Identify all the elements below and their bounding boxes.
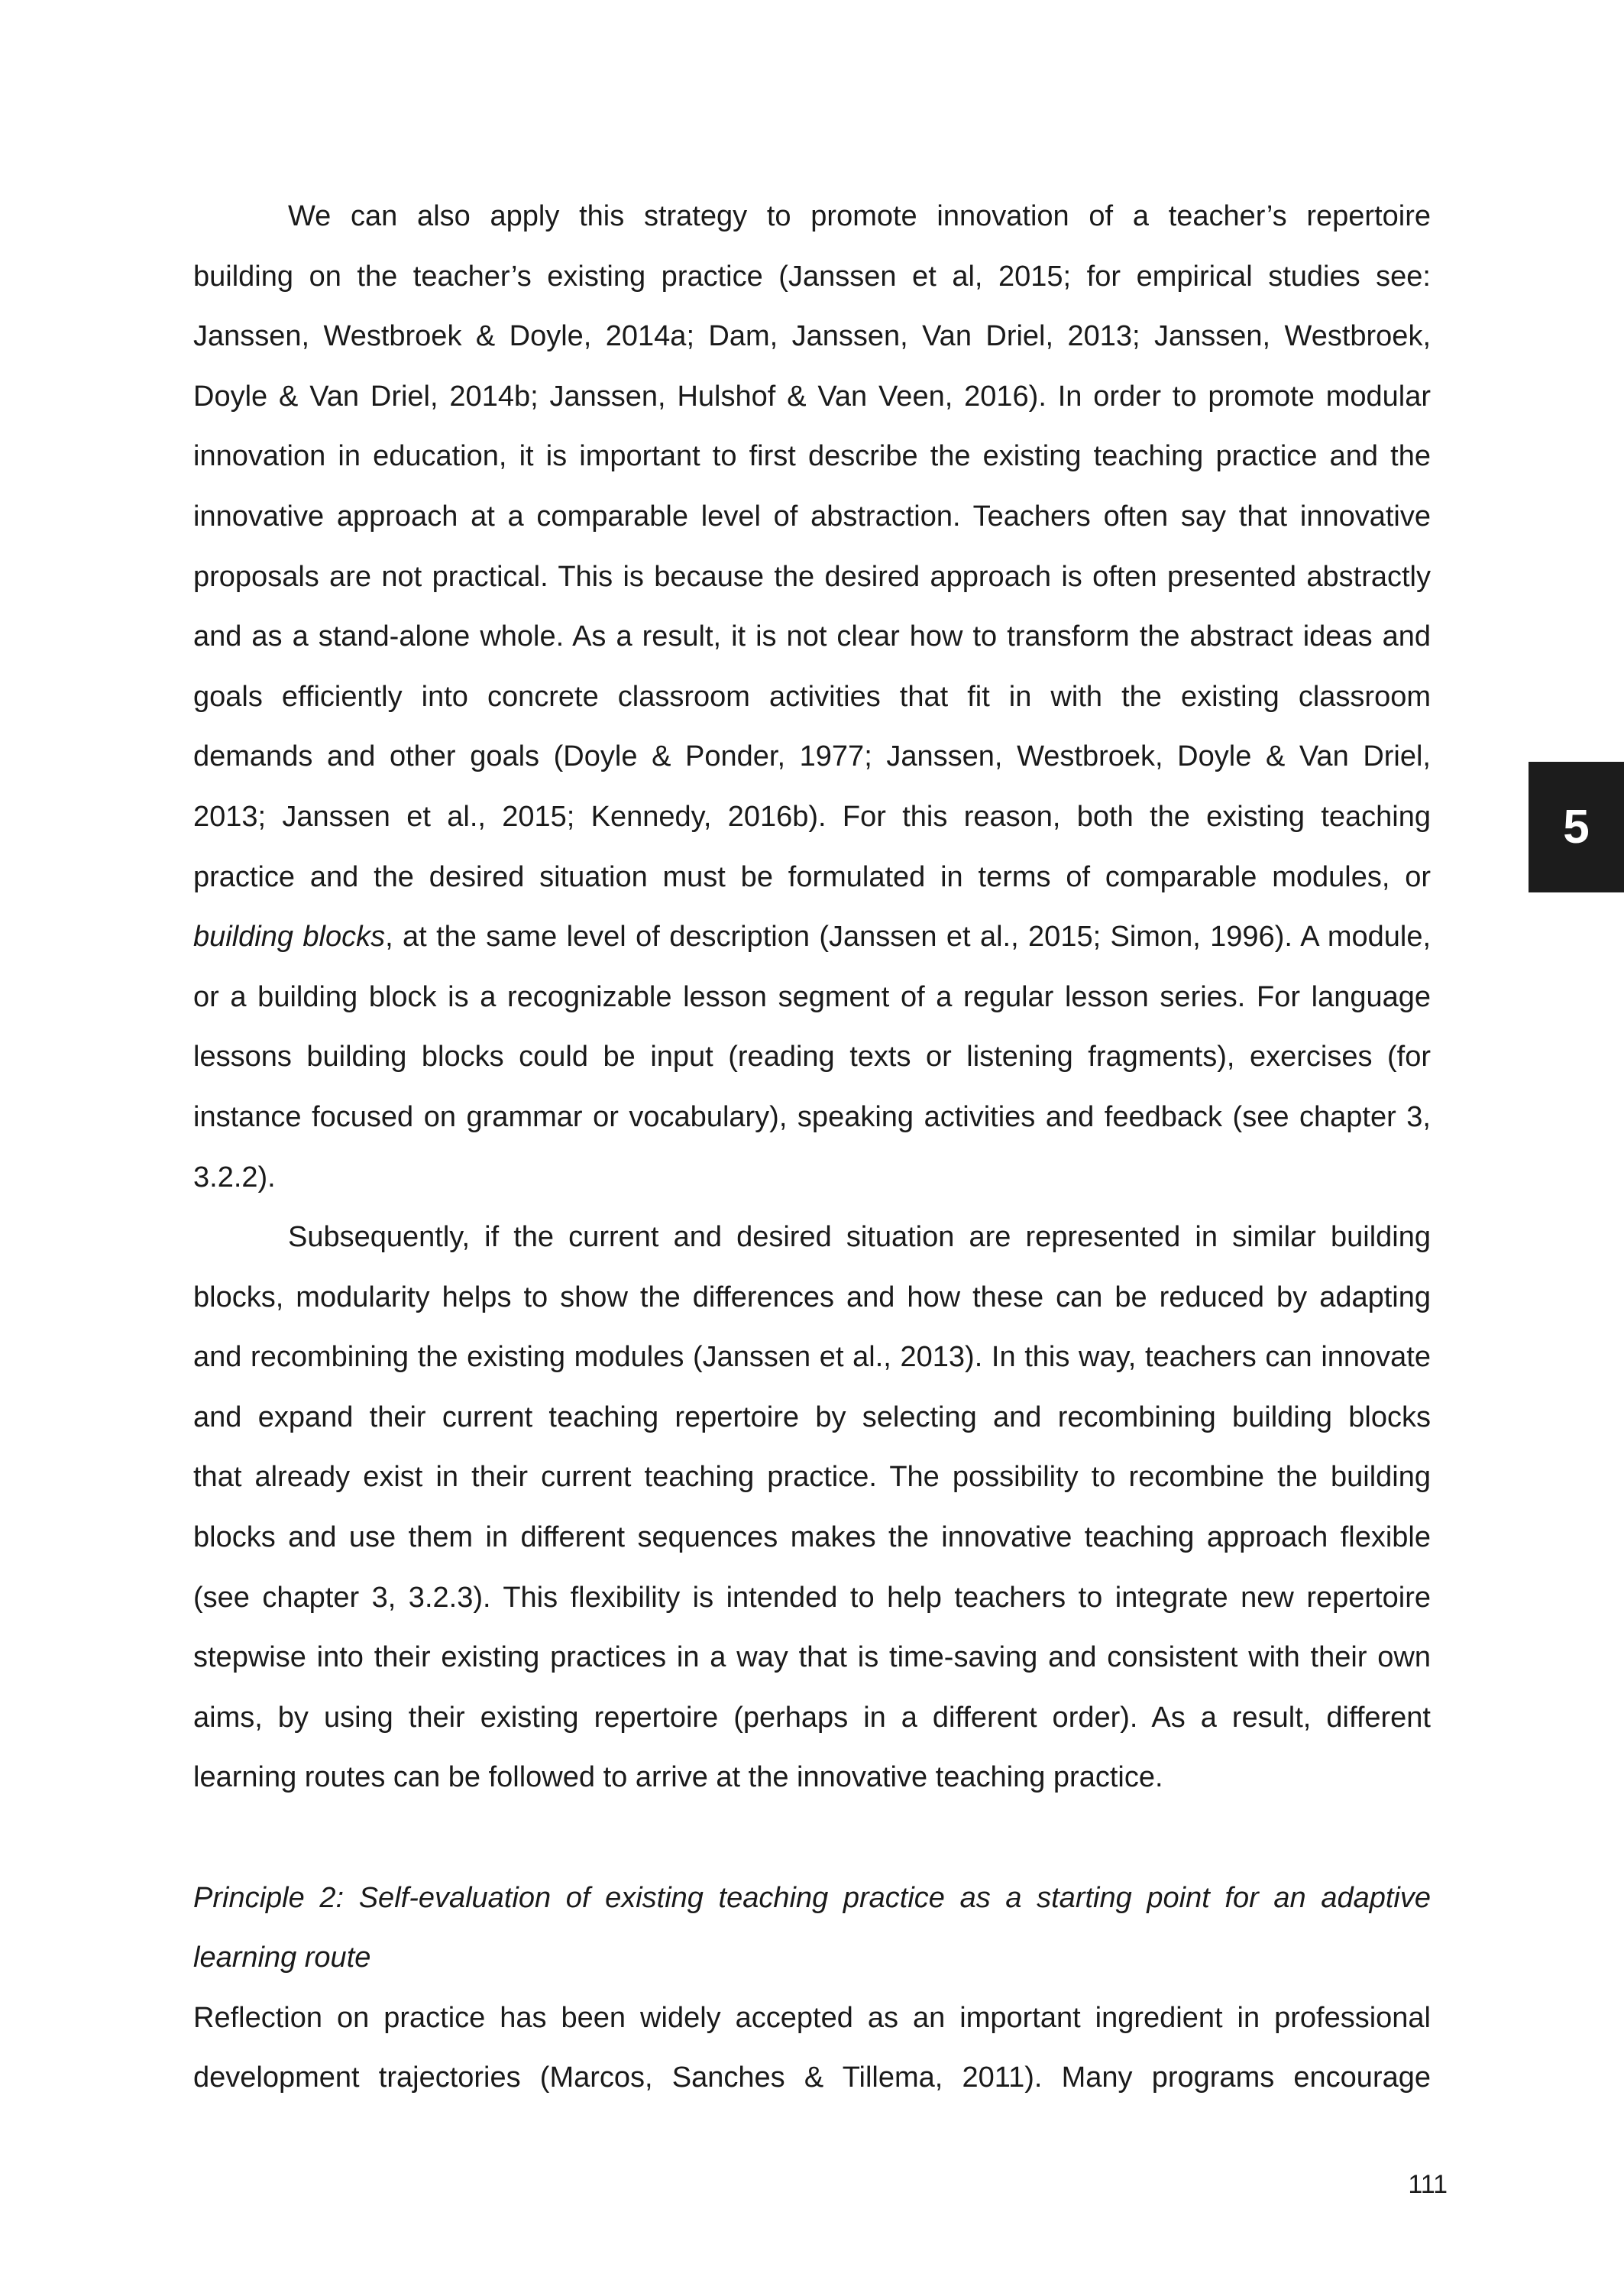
- paragraph-line: blocks and use them in different sequences makes the innovative teaching approach flexible: [193, 1521, 1431, 1554]
- page-number: 111: [1408, 2170, 1448, 2199]
- paragraph-line: or a building block is a recognizable lesson segment of a regular lesson series. For language: [193, 980, 1431, 1013]
- paragraph-line: proposals are not practical. This is because the desired approach is often presented abstractly: [193, 560, 1431, 593]
- paragraph-line: (see chapter 3, 3.2.3). This flexibility is intended to help teachers to integrate new repertoire: [193, 1581, 1431, 1614]
- chapter-number: 5: [1563, 801, 1590, 853]
- paragraph-line: practice and the desired situation must be formulated in terms of comparable modules, or: [193, 860, 1431, 893]
- section-heading: learning route: [193, 1942, 371, 1974]
- paragraph-line: building on the teacher’s existing practice (Janssen et al, 2015; for empirical studies see:: [193, 260, 1431, 293]
- paragraph-line: 2013; Janssen et al., 2015; Kennedy, 2016b). For this reason, both the existing teaching: [193, 800, 1431, 833]
- paragraph-line: that already exist in their current teaching practice. The possibility to recombine the building: [193, 1461, 1431, 1494]
- paragraph-line: stepwise into their existing practices in a way that is time-saving and consistent with their own: [193, 1641, 1431, 1674]
- blank-line: [193, 1808, 1431, 1868]
- paragraph-line: and as a stand-alone whole. As a result, it is not clear how to transform the abstract ideas and: [193, 620, 1431, 653]
- paragraph-line: demands and other goals (Doyle & Ponder, 1977; Janssen, Westbroek, Doyle & Van Driel,: [193, 740, 1431, 773]
- section-heading: Principle 2: Self-evaluation of existing teaching practice as a starting point for an adaptive: [193, 1881, 1431, 1914]
- paragraph-line: 3.2.2).: [193, 1161, 276, 1193]
- paragraph-line: We can also apply this strategy to promote innovation of a teacher’s repertoire: [288, 200, 1431, 232]
- paragraph-line: aims, by using their existing repertoire (perhaps in a different order). As a result, different: [193, 1701, 1431, 1734]
- paragraph-line: learning routes can be followed to arrive at the innovative teaching practice.: [193, 1761, 1163, 1794]
- paragraph-line: Doyle & Van Driel, 2014b; Janssen, Hulshof & Van Veen, 2016). In order to promote modular: [193, 380, 1431, 413]
- paragraph-line: lessons building blocks could be input (reading texts or listening fragments), exercises (for: [193, 1041, 1431, 1074]
- paragraph-line: Reflection on practice has been widely accepted as an important ingredient in professional: [193, 2001, 1431, 2034]
- paragraph-line: goals efficiently into concrete classroom activities that fit in with the existing classroom: [193, 680, 1431, 713]
- paragraph-line-rest: , at the same level of description (Janssen et al., 2015; Simon, 1996). A module,: [385, 921, 1432, 954]
- paragraph-line: blocks, modularity helps to show the differences and how these can be reduced by adapting: [193, 1281, 1431, 1313]
- paragraph-line: Subsequently, if the current and desired situation are represented in similar building: [288, 1221, 1431, 1254]
- paragraph-line: instance focused on grammar or vocabulary), speaking activities and feedback (see chapter 3,: [193, 1100, 1431, 1133]
- paragraph-line: and recombining the existing modules (Janssen et al., 2013). In this way, teachers can innovate: [193, 1341, 1431, 1374]
- chapter-tab: [1529, 762, 1624, 892]
- paragraph-line: innovation in education, it is important to first describe the existing teaching practice and the: [193, 440, 1431, 473]
- paragraph-line: innovative approach at a comparable level of abstraction. Teachers often say that innovative: [193, 500, 1431, 533]
- paragraph-line: [193, 907, 1431, 967]
- paragraph-line: development trajectories (Marcos, Sanches & Tillema, 2011). Many programs encourage: [193, 2061, 1431, 2094]
- italic-term: building blocks: [193, 921, 386, 954]
- paragraph-line: and expand their current teaching repertoire by selecting and recombining building blocks: [193, 1401, 1431, 1433]
- paragraph-line: Janssen, Westbroek & Doyle, 2014a; Dam, Janssen, Van Driel, 2013; Janssen, Westbroek,: [193, 320, 1431, 353]
- body-text: [193, 186, 1431, 2108]
